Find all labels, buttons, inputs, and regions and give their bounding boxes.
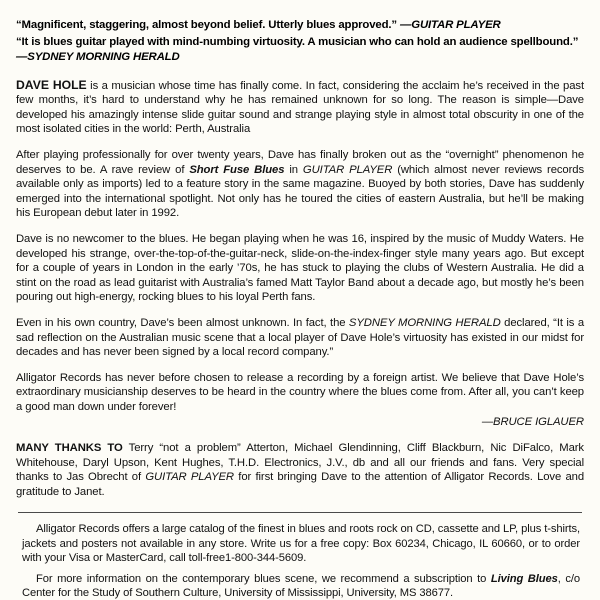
- paragraph-2: [16, 148, 584, 221]
- thanks-text-a: Terry “not a problem” Atterton, Michael Glendinning, Cliff Blackburn, Nic DiFalco, Mark Whitehouse, Daryl Upson, Kent Hughes, T.H.D. Electronics, J.V., db and all our friends and fans. Very special thanks to Jas Obrecht of: [16, 442, 584, 484]
- pull-quote-2: [16, 35, 584, 65]
- footer-catalog-text: Alligator Records offers a large catalog of the finest in blues and roots rock on CD, cassette and LP, plus t-shirts, jackets and posters not available in any store. Write us for a free copy: Box 60234, Chicago, IL 60660, or to order with your Visa or MasterCard, call toll-free1-800-344-5609.: [22, 523, 580, 565]
- footer-subscription-b: , c/o Center for the Study of Southern Culture, University of Mississippi, University, MS 38677.: [22, 572, 580, 600]
- paragraph-2-text-b: in: [284, 163, 303, 176]
- paragraph-4-text-a: Even in his own country, Dave’s been almost unknown. In fact, the: [16, 316, 349, 329]
- paragraph-5-text: Alligator Records has never before chosen to release a recording by a foreign artist. We believe that Dave Hole’s extraordinary musicianship deserves to be heard in the country where the blues come from. After all, you can’t keep a good man down under forever!: [16, 371, 584, 413]
- newspaper-name-sydney-morning-herald: SYDNEY MORNING HERALD: [348, 316, 501, 329]
- pull-quote-1-text: “Magnificent, staggering, almost beyond belief. Utterly blues approved.”: [16, 19, 397, 31]
- pull-quote-2-attribution: —SYDNEY MORNING HERALD: [16, 51, 180, 64]
- pull-quotes: [16, 18, 584, 66]
- footer-subscription-a: For more information on the contemporary blues scene, we recommend a subscription to: [36, 572, 491, 585]
- album-title: Short Fuse Blues: [189, 163, 285, 176]
- pull-quote-1-attribution: —GUITAR PLAYER: [400, 19, 501, 31]
- paragraph-1-text: is a musician whose time has finally come. In fact, considering the acclaim he’s received in the past few months, it’s hard to understand why he has remained unknown for so long. The reason is simple—Dave developed his amazingly intense slide guitar sound and strange playing style in almost total obscurity in one of the most isolated cities in the world: Perth, Australia: [16, 79, 584, 136]
- paragraph-1: [16, 78, 584, 137]
- magazine-name-guitar-player-2: GUITAR PLAYER: [145, 471, 234, 484]
- liner-notes-body: [16, 78, 584, 500]
- thanks-text-b: for first bringing Dave to the attention of Alligator Records. Love and gratitude to Janet.: [16, 471, 584, 498]
- paragraph-5: [16, 371, 584, 430]
- signature: —BRUCE IGLAUER: [481, 416, 584, 429]
- pull-quote-2-text: “It is blues guitar played with mind-numbing virtuosity. A musician who can hold an audience spellbound.”: [16, 36, 579, 49]
- thanks-lead: MANY THANKS TO: [16, 442, 123, 455]
- magazine-name-guitar-player: GUITAR PLAYER: [302, 163, 393, 176]
- paragraph-2-text-c: (which almost never reviews records available only as imports) led to a feature story in the same magazine. Buoyed by both stories, Dave has suddenly emerged into the international spotlight. Not only has he toured the cities of eastern Australia, but he’ll be making his European debut later in 1992.: [16, 163, 585, 220]
- magazine-name-living-blues: Living Blues: [490, 572, 558, 585]
- paragraph-2-text-a: After playing professionally for over twenty years, Dave has finally broken out as the “overnight” phenomenon he deserves to be. A rave review of: [16, 148, 584, 176]
- paragraph-thanks: [16, 441, 584, 499]
- divider: [18, 512, 582, 513]
- paragraph-4-text-b: declared, “It is a sad reflection on the Australian music scene that a local player of Dave Hole’s virtuosity has existed in our midst for decades and has never been signed by a local record company.”: [16, 316, 585, 359]
- footer-block: [16, 522, 584, 600]
- paragraph-4: [16, 316, 584, 360]
- paragraph-3: Dave is no newcomer to the blues. He began playing when he was 16, inspired by the music of Muddy Waters. He developed his strange, over-the-top-of-the-guitar-neck, slide-on-the-index-finger style many years ago. But except for a couple of years in London in the early ’70s, he has stuck to playing the clubs of Western Australia. He did a stint on the road as lead guitarist with Australia’s famed Matt Taylor Band about a decade ago, but mostly he’s been pouring out high-energy, rocking blues to his loyal Perth fans.: [16, 232, 584, 304]
- artist-name-lead: DAVE HOLE: [16, 77, 87, 92]
- footer-subscription-text: [22, 572, 580, 600]
- pull-quote-1: [16, 18, 584, 33]
